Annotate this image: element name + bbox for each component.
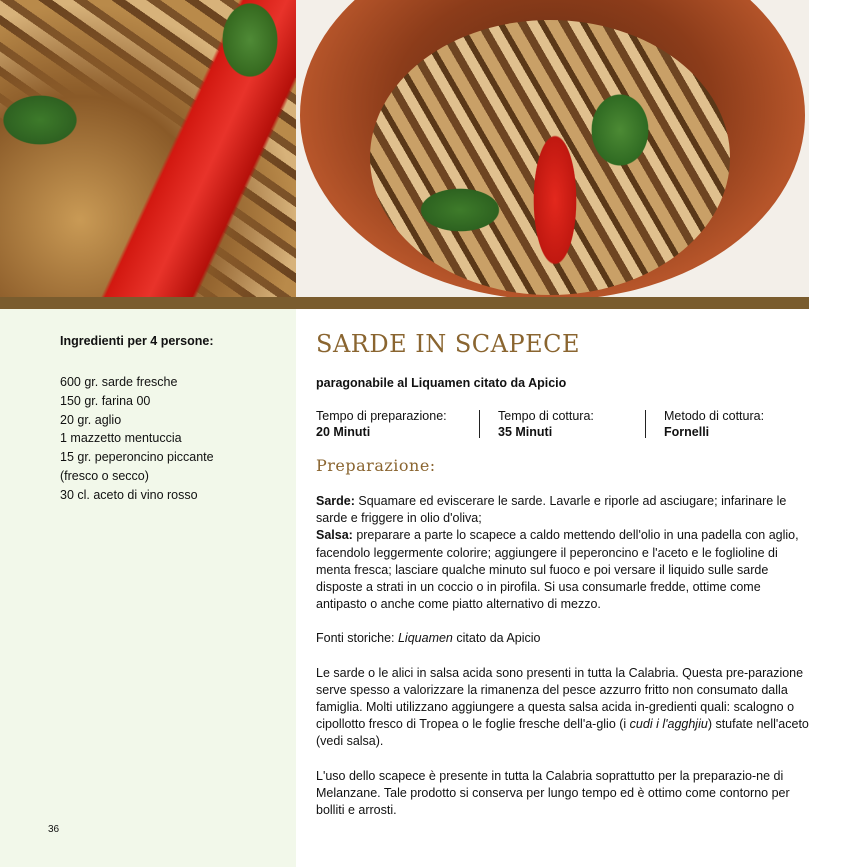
step-salsa-label: Salsa: [316, 528, 353, 543]
step-sarde [316, 493, 811, 527]
ingredient-item: 15 gr. peperoncino piccante [60, 450, 214, 465]
cook-time-value: 35 Minuti [498, 425, 553, 439]
method-value: Fornelli [664, 425, 710, 439]
ingredient-item: 150 gr. farina 00 [60, 393, 151, 408]
ingredient-item: 600 gr. sarde fresche [60, 375, 178, 389]
sources-italic: Liquamen [397, 631, 453, 646]
ingredients-title: Ingredienti per 4 persone: [60, 334, 214, 348]
step-salsa [316, 527, 811, 613]
step-sarde-label: Sarde: [316, 494, 355, 508]
recipe-meta [316, 408, 816, 440]
step-sarde-text: Squamare ed eviscerare le sarde. Lavarle e riporle ad asciugare; infarinare le sarde e friggere in olio d'oliva; [316, 494, 787, 526]
preparation-text [316, 493, 811, 836]
paragraph-calabria-part1: Le sarde o le alici in salsa acida sono presenti in tutta la Calabria. Questa pre-parazione serve spesso a valorizzare la rimanenza del pesce azzurro fritto non consumato dalla famiglia. Molti utilizzano aggiungere a questa salsa acida in-gredienti quali: scalogno o cipollotto fresco di Tropea o le foglie fresche dell'a-glio (i [316, 665, 804, 732]
ingredient-item: 30 cl. aceto di vino rosso [60, 487, 198, 502]
page-number: 36 [48, 824, 60, 835]
paragraph-calabria-italic: cudi i l'agghjiu [629, 717, 708, 732]
method-label: Metodo di cottura: [664, 409, 765, 423]
ingredient-item: 20 gr. aglio [60, 412, 122, 427]
prep-time-label: Tempo di preparazione: [316, 409, 447, 423]
ingredients-list [60, 373, 214, 505]
photo-band [0, 0, 809, 298]
historical-sources [316, 630, 811, 647]
cook-time-label: Tempo di cottura: [498, 409, 594, 423]
fried-sardines [370, 20, 730, 295]
ingredient-item: 1 mazzetto mentuccia [60, 431, 182, 446]
prep-time [316, 408, 447, 440]
ingredient-item: (fresco o secco) [60, 468, 149, 483]
meta-separator [645, 410, 646, 438]
paragraph-scapece: L'uso dello scapece è presente in tutta la Calabria soprattutto per la preparazio-ne di Melanzane. Tale prodotto si conserva per lungo tempo ed è ottimo come contorno per bolliti e arrosti. [316, 768, 790, 818]
prep-time-value: 20 Minuti [316, 425, 371, 439]
cooking-method [664, 408, 764, 440]
preparation-heading: Preparazione: [316, 456, 436, 475]
step-salsa-text: preparare a parte lo scapece a caldo mettendo dell'olio in una padella con aglio, facendolo leggermente colorire; aggiungere il peperoncino e l'aceto e le foglioline di menta fresca; lasciare qualche minuto sul fuoco e poi versare il liquido sulle sarde disposte a strati in un coccio o in pirofila. Si usa consumarle fredde, ottime come antipasto o anche come piatto alternativo di mezzo. [316, 528, 799, 612]
cook-time [498, 408, 594, 440]
sources-suffix: citato da Apicio [452, 631, 541, 646]
dish-closeup-photo [0, 0, 296, 298]
paragraph-calabria [316, 665, 811, 751]
recipe-subtitle: paragonabile al Liquamen citato da Apicio [316, 376, 567, 390]
header-divider [0, 297, 809, 309]
paragraph-calabria-part2: ) stufate nell'aceto (vedi salsa). [316, 717, 809, 749]
sources-prefix: Fonti storiche: [316, 631, 398, 646]
meta-separator [479, 410, 480, 438]
recipe-title: SARDE IN SCAPECE [316, 330, 581, 358]
